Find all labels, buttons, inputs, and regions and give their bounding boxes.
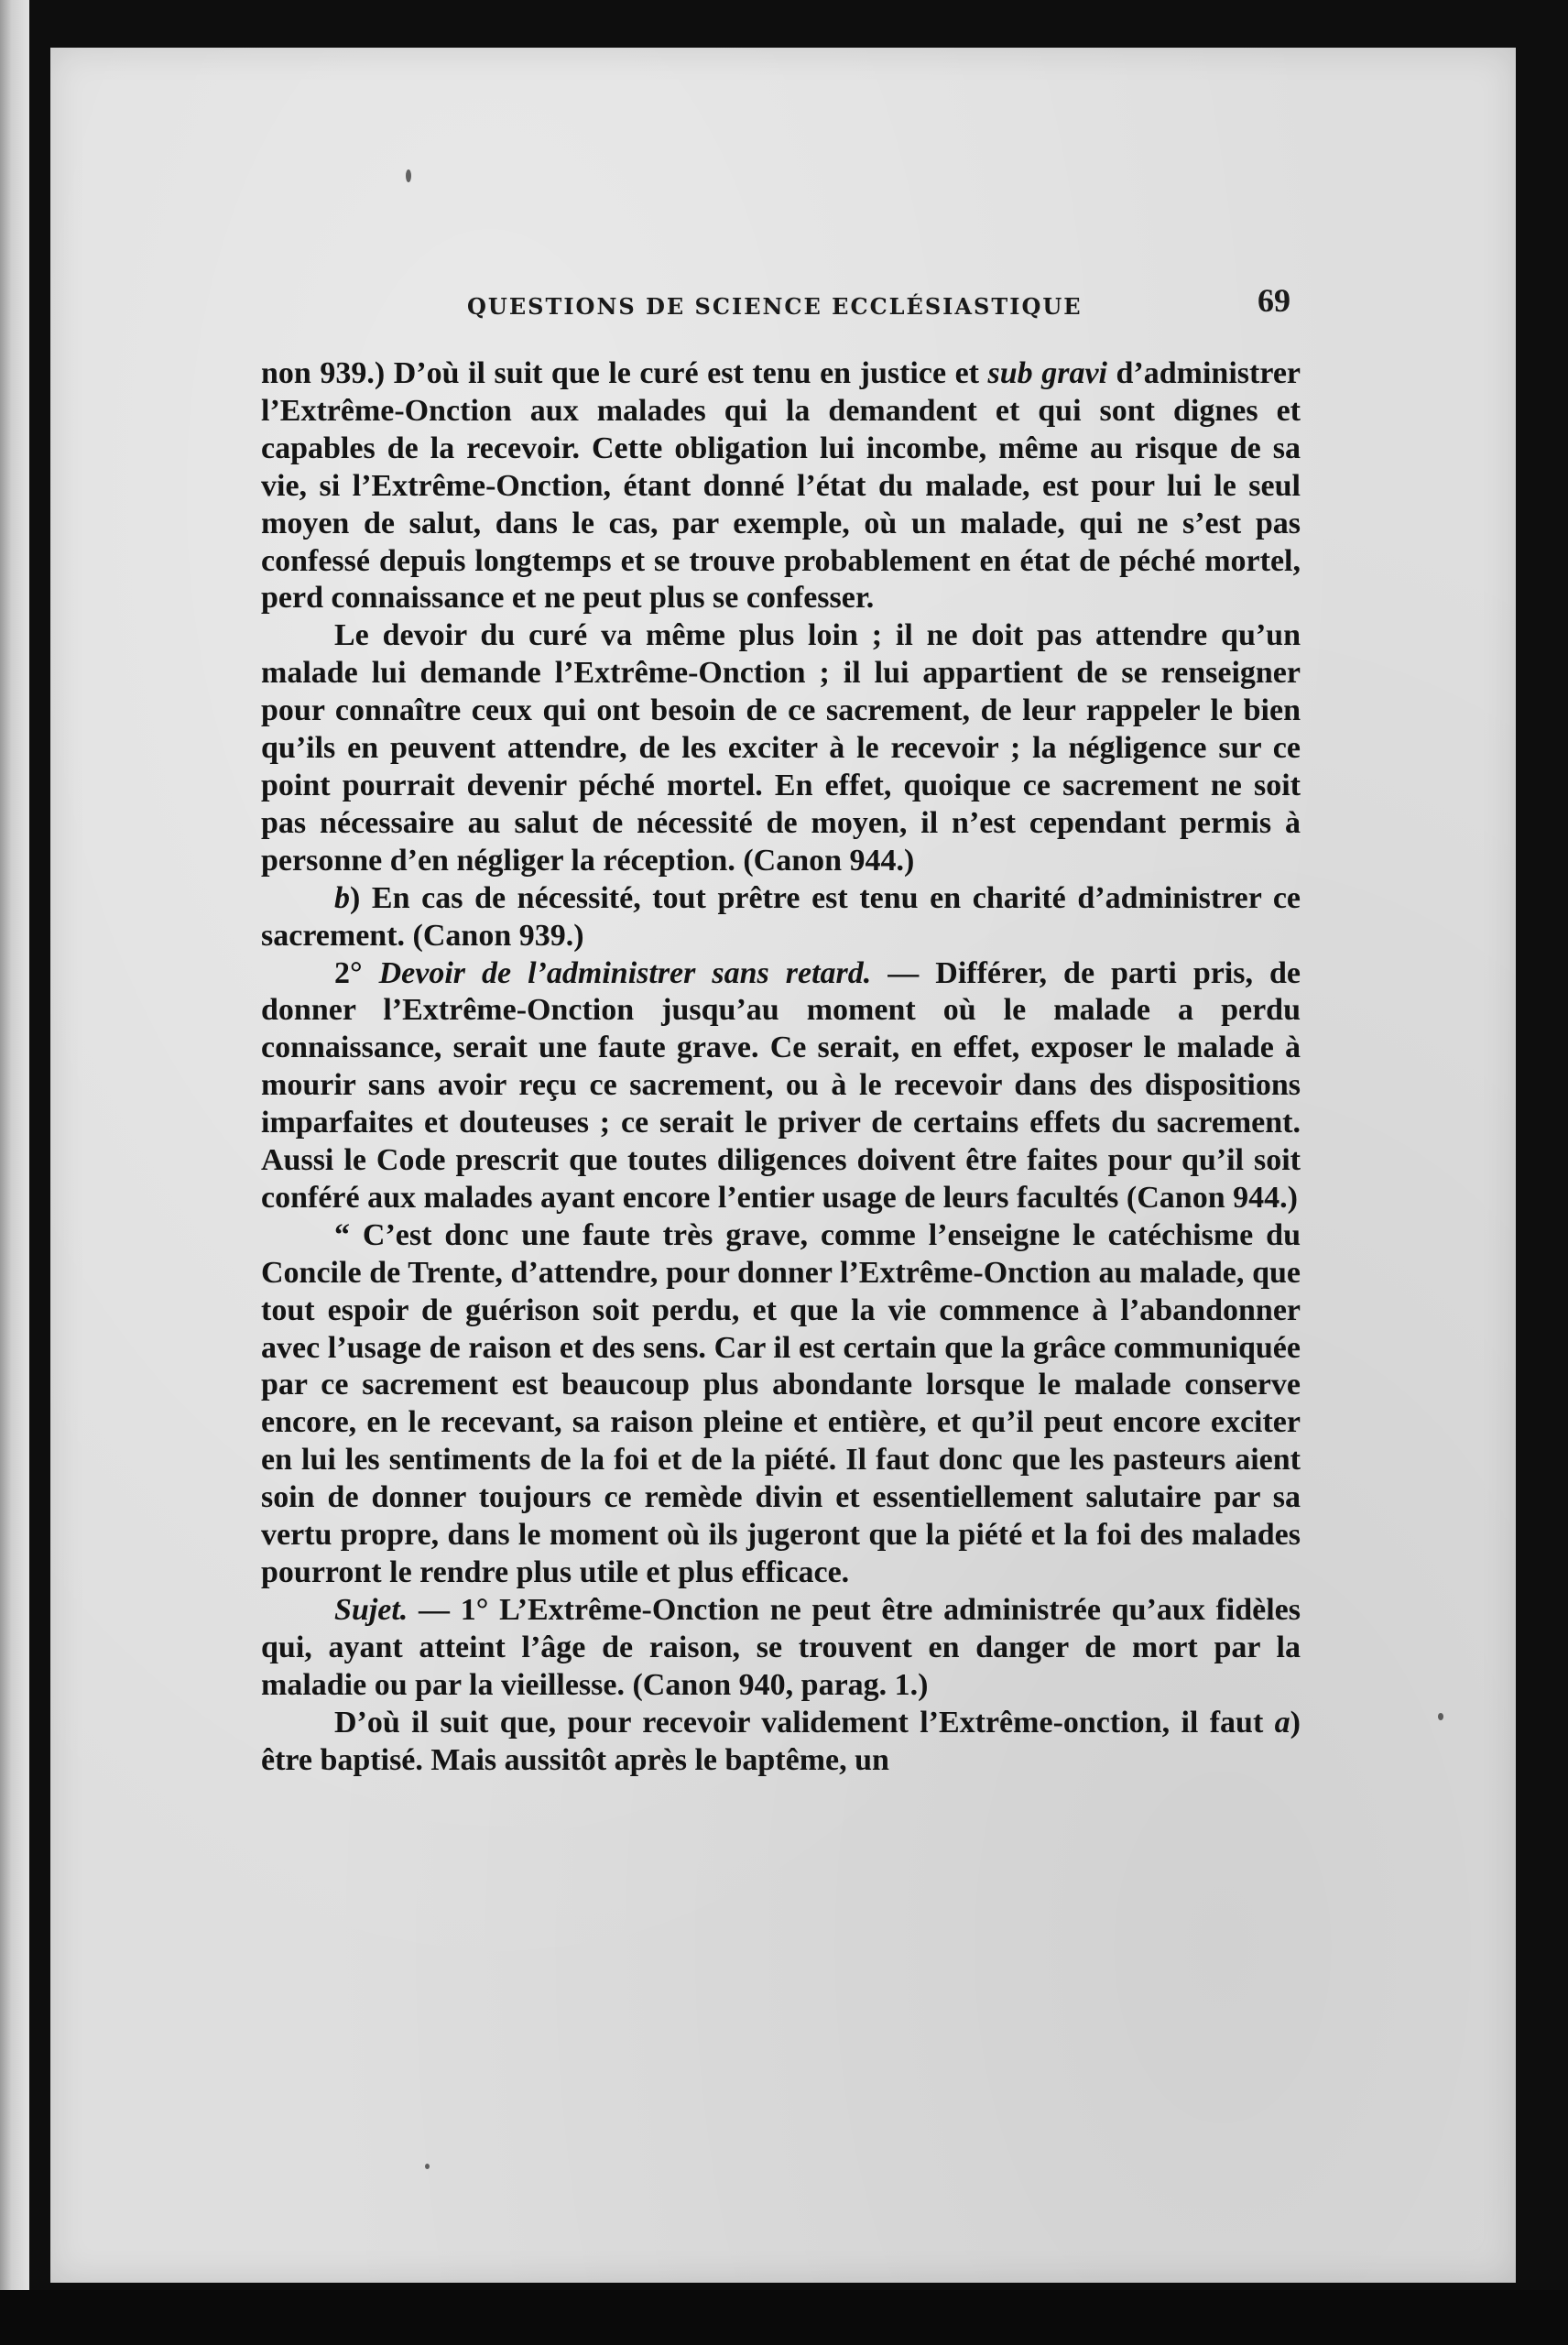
paragraph-4-heading: Devoir de l’administrer sans retard. [378,955,872,990]
ink-speck [1438,1713,1443,1720]
paragraph-6-text: — 1° L’Extrême-Onction ne peut être administrée qu’aux fidèles qui, ayant atteint l’âge de raison, se trouvent en danger de mort par la maladie ou par la vieillesse. (Canon 940, parag. 1.) [261,1592,1301,1702]
paragraph-6 [261,1592,1301,1705]
running-head: QUESTIONS DE SCIENCE ECCLÉSIASTIQUE [467,293,1083,320]
paragraph-7-start: D’où il suit que, pour recevoir validement l’Extrême-onction, il faut [334,1705,1275,1740]
paragraph-3-text: ) En cas de nécessité, tout prêtre est tenu en charité d’administrer ce sacrement. (Canon 939.) [261,880,1301,953]
paragraph-7-label: a [1274,1705,1290,1740]
paragraph-7 [261,1705,1301,1780]
paragraph-1-rest: d’administrer l’Extrême-Onction aux malades qui la demandent et qui sont dignes et capables de la recevoir. Cette obligation lui incombe, même au risque de sa vie, si l’Extrême-Onction, étant donné l’état du malade, est pour lui le seul moyen de salut, dans le cas, par exemple, où un malade, qui ne s’est pas confessé depuis longtemps et se trouve probablement en état de péché mortel, perd connaissance et ne peut plus se confesser. [261,356,1301,616]
paragraph-1-latin: sub gravi [987,356,1107,390]
paragraph-1 [261,355,1301,617]
paragraph-3 [261,880,1301,955]
paragraph-4-text: — Différer, de parti pris, de donner l’Extrême-Onction jusqu’au moment où le malade a perdu connaissance, serait une faute grave. Ce serait, en effet, exposer le malade à mourir sans avoir reçu ce sacrement, ou à le recevoir dans des dispositions imparfaites et douteuses ; ce serait le priver de certains effets du sacrement. Aussi le Code prescrit que toutes diligences doivent être faites pour qu’il soit conféré aux malades ayant encore l’entier usage de leurs facultés (Canon 944.) [261,955,1301,1215]
scan-bottom-edge [0,2290,1568,2345]
paragraph-4-number: 2° [334,955,379,990]
paragraph-4 [261,955,1301,1217]
paragraph-5-quote: “ C’est donc une faute très grave, comme l’enseigne le catéchisme du Concile de Trente, d’attendre, pour donner l’Extrême-Onction au malade, que tout espoir de guérison soit perdu, et que la vie commence à l’abandonner avec l’usage de raison et des sens. Car il est certain que la grâce communiquée par ce sacrement est beaucoup plus abondante lorsque le malade conserve encore, en le recevant, sa raison pleine et entière, et qu’il peut encore exciter en lui les sentiments de la foi et de la piété. Il faut donc que les pasteurs aient soin de donner toujours ce remède divin et essentiellement salutaire par sa vertu propre, dans le moment où ils jugeront que la piété et la foi des malades pourront le rendre plus utile et plus efficace. [261,1217,1301,1589]
paragraph-6-heading: Sujet. [334,1592,408,1627]
ink-speck [406,169,411,182]
page-number: 69 [1258,282,1290,319]
ink-speck [425,2164,430,2169]
paragraph-7-rest: ) être baptisé. Mais aussitôt après le baptême, un [261,1705,1301,1777]
body-text [261,355,1301,1779]
scan-left-edge [0,0,29,2345]
paragraph-1-start: non 939.) D’où il suit que le curé est tenu en justice et [261,356,988,390]
paragraph-3-label: b [334,880,350,915]
paragraph-2: Le devoir du curé va même plus loin ; il ne doit pas attendre qu’un malade lui demande l’Extrême-Onction ; il lui appartient de se renseigner pour connaître ceux qui ont besoin de ce sacrement, de leur rappeler le bien qu’ils en peuvent attendre, de les exciter à le recevoir ; la négligence sur ce point pourrait devenir péché mortel. En effet, quoique ce sacrement ne soit pas nécessaire au salut de nécessité de moyen, il n’est cependant permis à personne d’en négliger la réception. (Canon 944.) [261,618,1301,878]
